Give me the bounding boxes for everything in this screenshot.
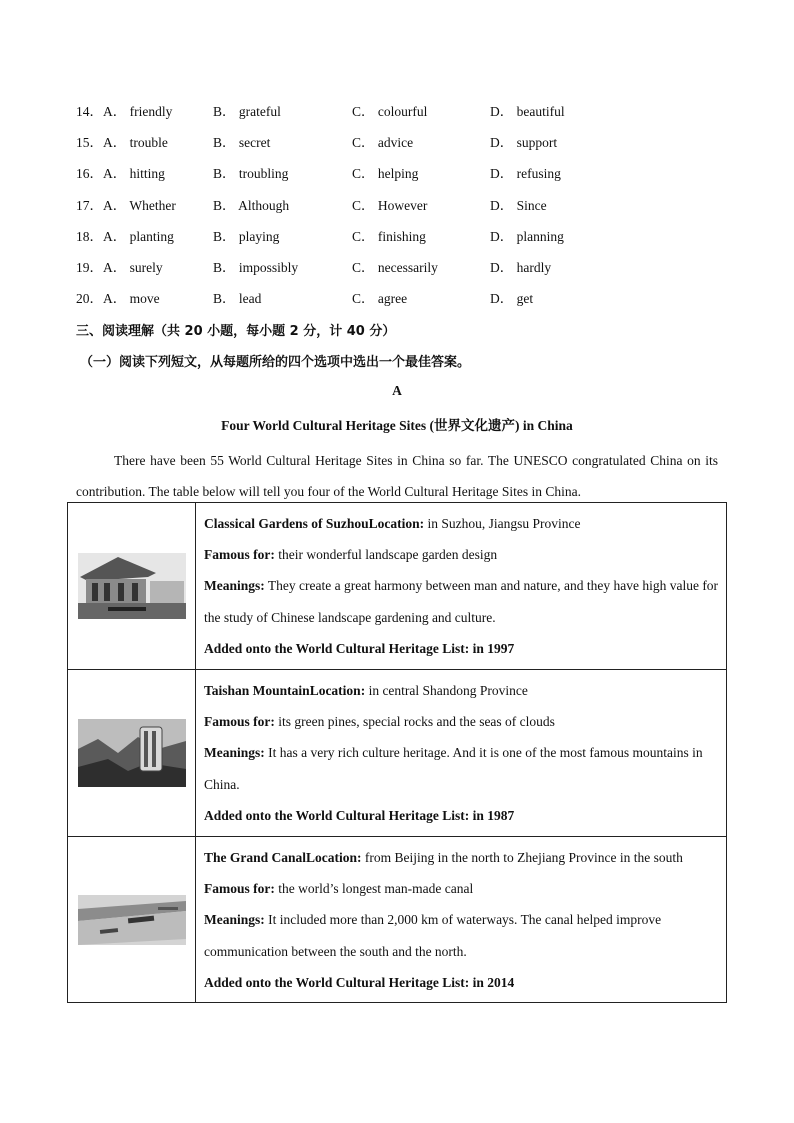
option-c: C． finishing	[352, 228, 426, 244]
site-year: 1997	[487, 640, 515, 656]
question-number: 17．	[76, 197, 103, 213]
option-row-17	[76, 196, 736, 227]
section-title: 三、阅读理解（共 20 小题，每小题 2 分，计 40 分）	[76, 324, 396, 339]
question-number: 20．	[76, 291, 103, 307]
image-cell	[68, 837, 196, 1003]
option-c: C． necessarily	[352, 259, 438, 275]
famous-label: Famous for:	[204, 881, 275, 897]
passage-title: Four World Cultural Heritage Sites (世界文化遗产) in China	[221, 418, 573, 433]
table-row	[68, 837, 727, 1003]
passage-intro: There have been 55 World Cultural Heritage Sites in China so far. The UNESCO congratulated China on its contribution. The table below will tell you four of the World Cultural Heritage Sites in China.	[76, 453, 718, 499]
site-famous: the world’s longest man-made canal	[274, 881, 474, 897]
site-name: The Grand Canal	[204, 850, 307, 865]
added-label: Added onto the World Cultural Heritage List: in	[204, 640, 484, 656]
option-c: C． helping	[352, 166, 419, 182]
meanings-label: Meanings:	[204, 578, 265, 594]
site-details	[196, 670, 727, 837]
site-name: Taishan Mountain	[204, 683, 310, 698]
option-row-14	[76, 102, 736, 133]
site-famous: its green pines, special rocks and the seas of clouds	[274, 714, 555, 730]
question-number: 14．	[76, 104, 103, 119]
site-location: in Suzhou, Jiangsu Province	[424, 516, 581, 531]
section-instructions: （一）阅读下列短文，从每题所给的四个选项中选出一个最佳答案。	[80, 355, 471, 370]
site-details	[196, 837, 727, 1003]
question-number: 15．	[76, 135, 103, 151]
added-label: Added onto the World Cultural Heritage List: in	[204, 807, 484, 823]
option-row-15	[76, 133, 736, 164]
options-list	[76, 102, 736, 320]
suzhou-garden-photo	[78, 553, 186, 619]
site-meanings: They create a great harmony between man and nature, and they have high value for the study of Chinese landscape gardening and culture.	[204, 578, 719, 625]
option-c: C． advice	[352, 135, 414, 151]
option-d: D． planning	[490, 228, 564, 244]
site-meanings: It has a very rich culture heritage. And it is one of the most famous mountains in China.	[204, 745, 703, 792]
option-row-18	[76, 227, 736, 258]
option-d: D． refusing	[490, 166, 561, 182]
passage-letter: A	[392, 383, 402, 398]
option-d: D． beautiful	[490, 104, 565, 119]
option-c: C． However	[352, 197, 428, 213]
location-label: Location:	[306, 850, 362, 865]
option-c: C． agree	[352, 291, 408, 307]
option-d: D． hardly	[490, 259, 552, 275]
site-meanings: It included more than 2,000 km of waterways. The canal helped improve communication between the south and the north.	[204, 912, 662, 959]
famous-label: Famous for:	[204, 714, 275, 730]
site-details	[196, 503, 727, 670]
option-a: A． planting	[103, 228, 174, 244]
option-d: D． support	[490, 135, 558, 151]
meanings-label: Meanings:	[204, 745, 265, 761]
option-a: A． move	[103, 291, 160, 307]
option-row-19	[76, 258, 736, 289]
option-b: B． lead	[213, 291, 262, 307]
taishan-mountain-photo	[78, 719, 186, 787]
site-name: Classical Gardens of Suzhou	[204, 516, 369, 531]
option-a: A． hitting	[103, 166, 165, 182]
option-b: B． impossibly	[213, 259, 299, 275]
option-d: D． get	[490, 291, 534, 307]
option-b: B． playing	[213, 228, 280, 244]
option-b: B． grateful	[213, 104, 281, 119]
table-row	[68, 503, 727, 670]
option-b: B． Although	[213, 197, 290, 213]
option-a: A． trouble	[103, 135, 168, 151]
option-a: A． friendly	[103, 104, 173, 119]
question-number: 19．	[76, 259, 103, 275]
option-c: C． colourful	[352, 104, 428, 119]
question-number: 18．	[76, 228, 103, 244]
added-label: Added onto the World Cultural Heritage List: in	[204, 974, 484, 990]
question-number: 16．	[76, 166, 103, 182]
location-label: Location:	[309, 683, 366, 698]
heritage-sites-table	[67, 502, 727, 1003]
meanings-label: Meanings:	[204, 912, 265, 928]
option-row-20	[76, 289, 736, 320]
table-row	[68, 670, 727, 837]
option-b: B． troubling	[213, 166, 289, 182]
image-cell	[68, 503, 196, 670]
option-b: B． secret	[213, 135, 271, 151]
site-location: from Beijing in the north to Zhejiang Province in the south	[361, 850, 683, 865]
site-year: 2014	[487, 974, 515, 990]
famous-label: Famous for:	[204, 547, 275, 563]
option-a: A． surely	[103, 259, 163, 275]
option-a: A． Whether	[103, 197, 176, 213]
location-label: Location:	[368, 516, 425, 531]
option-row-16	[76, 164, 736, 195]
site-location: in central Shandong Province	[365, 683, 528, 698]
site-year: 1987	[487, 807, 515, 823]
option-d: D． Since	[490, 197, 547, 213]
site-famous: their wonderful landscape garden design	[274, 547, 498, 563]
image-cell	[68, 670, 196, 837]
grand-canal-photo	[78, 895, 186, 945]
